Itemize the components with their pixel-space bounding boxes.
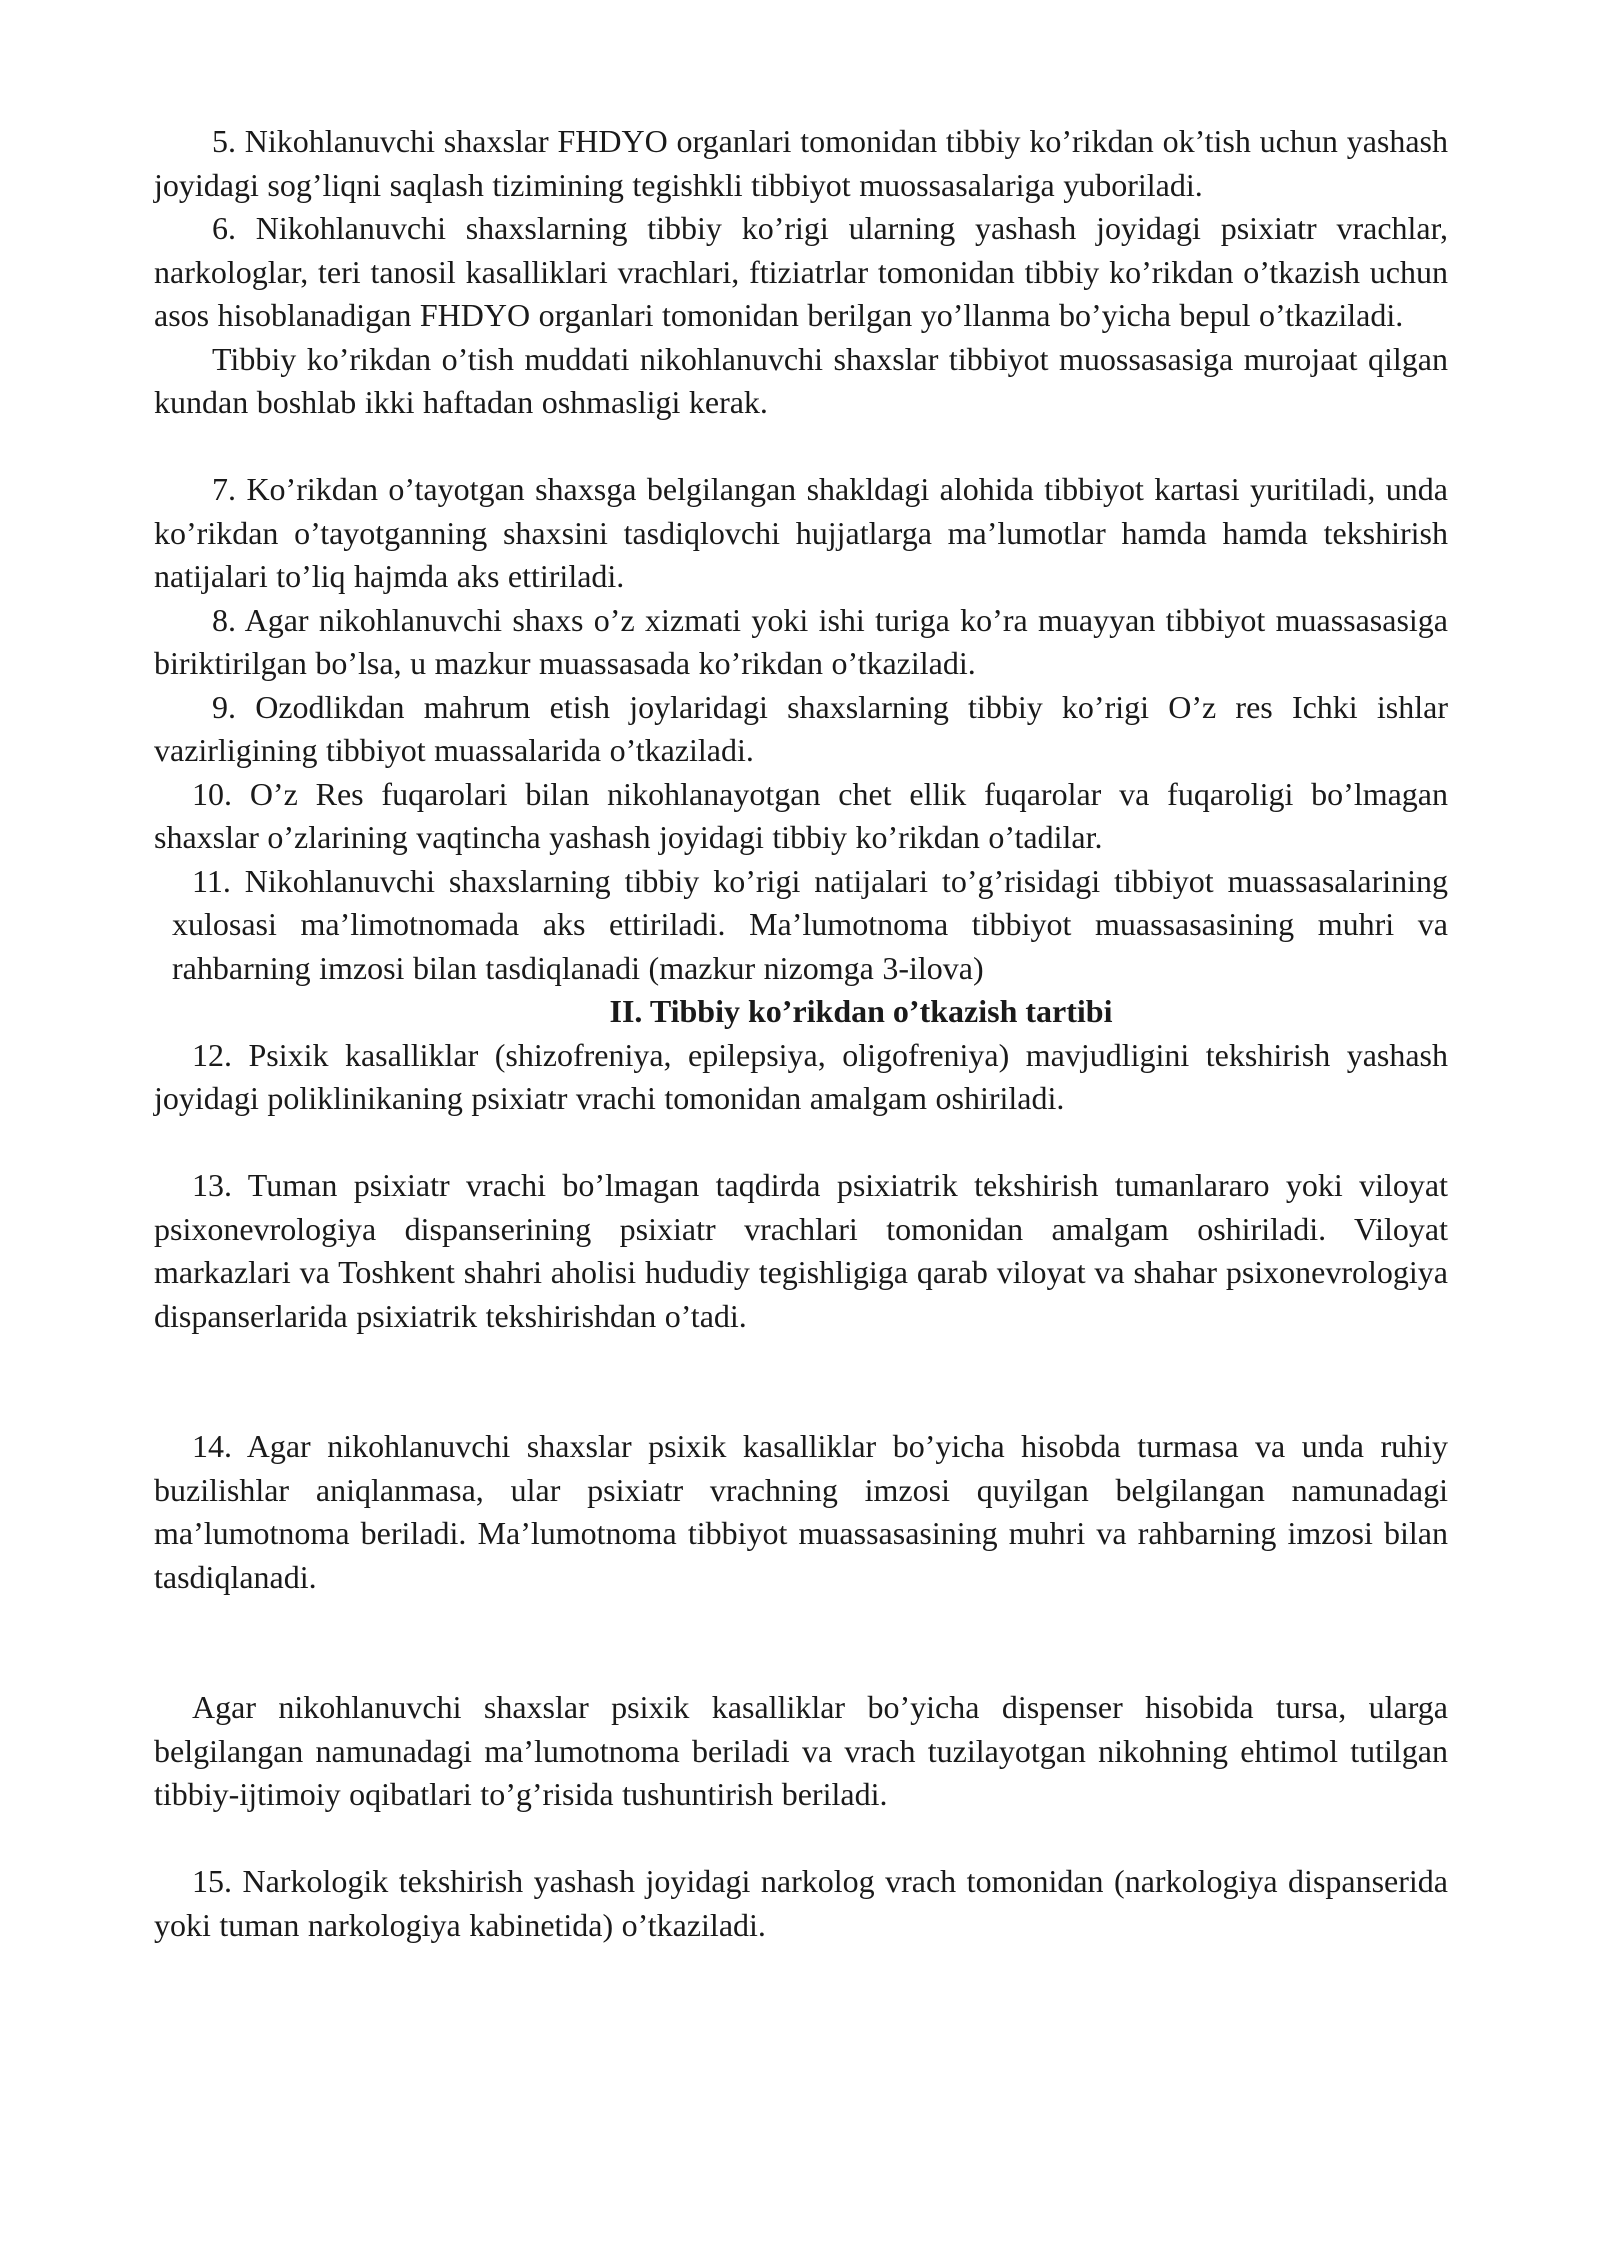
blank-line — [154, 1817, 1448, 1861]
paragraph-15: 15. Narkologik tekshirish yashash joyidagi narkolog vrach tomonidan (narkologiya dispanserida yoki tuman narkologiya kabinetida) o’tkaziladi. — [154, 1863, 1448, 1943]
paragraph-10: 10. O’z Res fuqarolari bilan nikohlanayotgan chet ellik fuqarolar va fuqaroligi bo’lmagan shaxslar o’zlarining vaqtincha yashash joyidagi tibbiy ko’rikdan o’tadilar. — [154, 775, 1448, 855]
paragraph-8: 8. Agar nikohlanuvchi shaxs o’z xizmati yoki ishi turiga ko’ra muayyan tibbiyot muassasasiga biriktirilgan bo’lsa, u mazkur muassasada ko’rikdan o’tkaziladi. — [154, 601, 1448, 681]
paragraph-12: 12. Psixik kasalliklar (shizofreniya, epilepsiya, oligofreniya) mavjudligini tekshirish yashash joyidagi poliklinikaning psixiatr vrachi tomonidan amalgam oshiriladi. — [154, 1036, 1448, 1116]
paragraph-6: 6. Nikohlanuvchi shaxslarning tibbiy ko’rigi ularning yashash joyidagi psixiatr vrachlar, narkologlar, teri tanosil kasalliklari vrachlari, ftiziatrlar tomonidan tibbiy ko’rikdan o’tkazish uchun asos hisoblanadigan FHDYO organlari tomonidan berilgan yo’llanma bo’yicha bepul o’tkaziladi. — [154, 210, 1448, 333]
paragraph-14: 14. Agar nikohlanuvchi shaxslar psixik kasalliklar bo’yicha hisobda turmasa va unda ruhiy buzilishlar aniqlanmasa, ular psixiatr vrachning imzosi quyilgan belgilangan namunadagi ma’lumotnoma beriladi. Ma’lumotnoma tibbiyot muassasasining muhri va rahbarning imzosi bilan tasdiqlanadi. — [154, 1428, 1448, 1595]
paragraph-7: 7. Ko’rikdan o’tayotgan shaxsga belgilangan shakldagi alohida tibbiyot kartasi yuritiladi, unda ko’rikdan o’tayotganning shaxsini tasdiqlovchi hujjatlarga ma’lumotlar hamda hamda tekshirish natijalari to’liq hajmda aks ettiriladi. — [154, 471, 1448, 594]
paragraph-13: 13. Tuman psixiatr vrachi bo’lmagan taqdirda psixiatrik tekshirish tumanlararo yoki viloyat psixonevrologiya dispanserining psixiatr vrachlari tomonidan amalgam oshiriladi. Viloyat markazlari va Toshkent shahri aholisi hududiy tegishligiga qarab viloyat va shahar psixonevrologiya dispanserlarida psixiatrik tekshirishdan o’tadi. — [154, 1167, 1448, 1334]
blank-line — [154, 425, 1448, 469]
paragraph-5: 5. Nikohlanuvchi shaxslar FHDYO organlari tomonidan tibbiy ko’rikdan ok’tish uchun yashash joyidagi sog’liqni saqlash tizimining tegishkli tibbiyot muossasalariga yuboriladi. — [154, 123, 1448, 203]
document-body — [154, 120, 1448, 1947]
blank-lines — [154, 1338, 1448, 1425]
paragraph-14-continued: Agar nikohlanuvchi shaxslar psixik kasalliklar bo’yicha dispenser hisobida tursa, ularga belgilangan namunadagi ma’lumotnoma beriladi va vrach tuzilayotgan nikohning ehtimol tutilgan tibbiy-ijtimoiy oqibatlari to’g’risida tushuntirish beriladi. — [154, 1689, 1448, 1812]
blank-line — [154, 1121, 1448, 1165]
section-title: II. Tibbiy ko’rikdan o’tkazish tartibi — [609, 993, 1113, 1029]
paragraph-11: 11. Nikohlanuvchi shaxslarning tibbiy ko’rigi natijalari to’g’risidagi tibbiyot muassasalarining xulosasi ma’limotnomada aks ettiriladi. Ma’lumotnoma tibbiyot muassasasining muhri va rahbarning imzosi bilan tasdiqlanadi (mazkur nizomga 3-ilova) — [172, 862, 1448, 986]
blank-lines — [154, 1599, 1448, 1686]
paragraph-6-continued: Tibbiy ko’rikdan o’tish muddati nikohlanuvchi shaxslar tibbiyot muossasasiga murojaat qilgan kundan boshlab ikki haftadan oshmasligi kerak. — [154, 340, 1448, 420]
paragraph-9: 9. Ozodlikdan mahrum etish joylaridagi shaxslarning tibbiy ko’rigi O’z res Ichki ishlar vazirligining tibbiyot muassalarida o’tkaziladi. — [154, 688, 1448, 768]
